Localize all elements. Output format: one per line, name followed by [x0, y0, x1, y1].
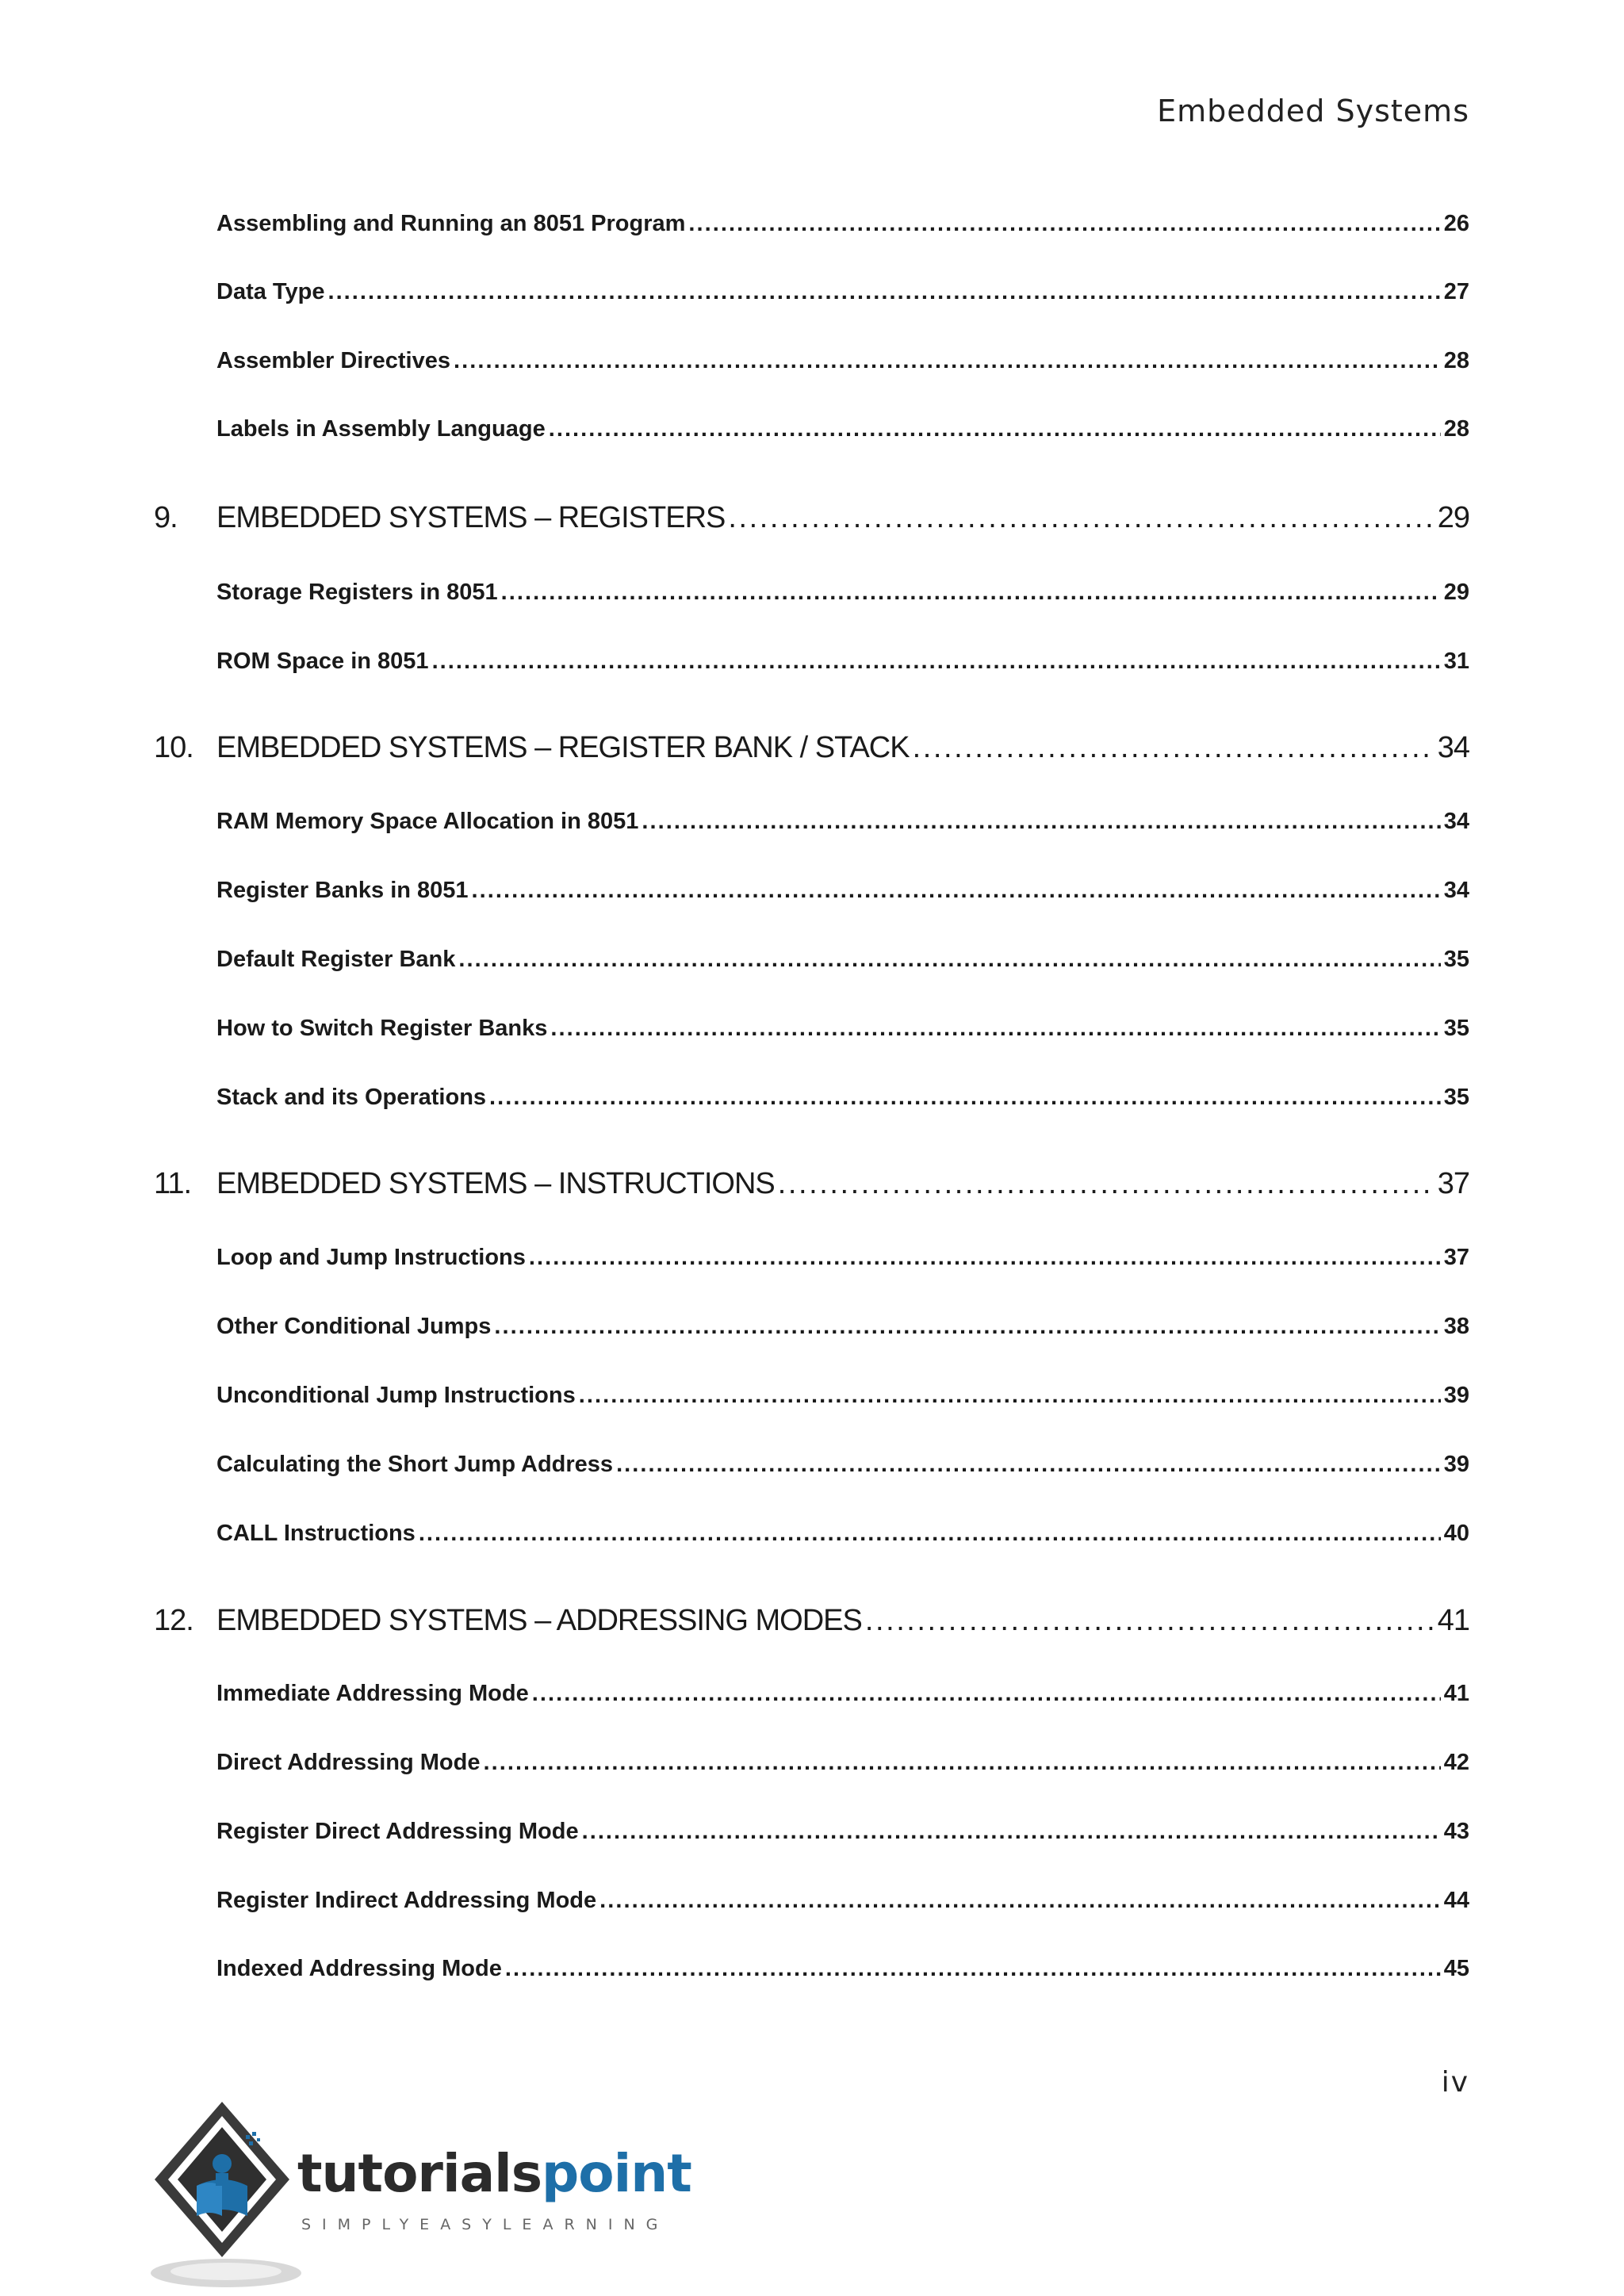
toc-entry-title: Other Conditional Jumps	[216, 1314, 492, 1339]
toc-entry-page: 37	[1443, 1245, 1469, 1270]
toc-entry-page: 35	[1443, 1016, 1469, 1041]
toc-entry[interactable]	[0, 1085, 1624, 1111]
logo-diamond-icon	[151, 2097, 309, 2295]
toc-chapter[interactable]	[0, 501, 1624, 535]
toc-entry-page: 27	[1443, 279, 1469, 304]
chapter-title: EMBEDDED SYSTEMS – INSTRUCTIONS	[216, 1167, 775, 1200]
toc-entry-title: ROM Space in 8051	[216, 649, 429, 674]
toc-entry-title: Calculating the Short Jump Address	[216, 1452, 614, 1477]
toc-entry[interactable]	[0, 211, 1624, 237]
running-header: Embedded Systems	[1157, 94, 1469, 128]
toc-entry[interactable]	[0, 348, 1624, 374]
chapter-page: 37	[1437, 1167, 1469, 1200]
toc-entry-title: RAM Memory Space Allocation in 8051	[216, 809, 639, 834]
toc-entry[interactable]	[0, 649, 1624, 675]
toc-entry-title: Data Type	[216, 279, 325, 304]
toc-entry[interactable]	[0, 580, 1624, 606]
toc-entry-title: Storage Registers in 8051	[216, 580, 498, 605]
chapter-title: EMBEDDED SYSTEMS – REGISTERS	[216, 501, 726, 534]
toc-entry[interactable]	[0, 878, 1624, 904]
chapter-title: EMBEDDED SYSTEMS – REGISTER BANK / STACK	[216, 731, 910, 764]
chapter-page: 41	[1437, 1604, 1469, 1637]
toc-entry-page: 31	[1443, 649, 1469, 674]
dot-leader	[501, 580, 1441, 606]
toc-entry-title: Labels in Assembly Language	[216, 416, 546, 442]
dot-leader	[688, 211, 1440, 237]
toc-entry-title: Assembler Directives	[216, 348, 450, 373]
toc-entry-page: 41	[1443, 1681, 1469, 1706]
chapter-number: 11.	[154, 1167, 192, 1200]
dot-leader	[505, 1956, 1441, 1982]
toc-entry[interactable]	[0, 1681, 1624, 1707]
toc-entry-title: How to Switch Register Banks	[216, 1016, 548, 1041]
dot-leader	[489, 1085, 1441, 1111]
toc-entry[interactable]	[0, 1314, 1624, 1340]
toc-entry-page: 34	[1443, 809, 1469, 834]
toc-entry-page: 39	[1443, 1452, 1469, 1477]
chapter-number: 10.	[154, 731, 193, 764]
page-number: iv	[1441, 2066, 1469, 2099]
tutorialspoint-logo	[151, 2097, 691, 2295]
toc-entry[interactable]	[0, 947, 1624, 973]
dot-leader	[549, 416, 1441, 442]
dot-leader	[454, 348, 1441, 374]
toc-entry[interactable]	[0, 1521, 1624, 1547]
toc-entry[interactable]	[0, 1452, 1624, 1478]
toc-entry-title: Loop and Jump Instructions	[216, 1245, 526, 1270]
dot-leader	[529, 1245, 1441, 1271]
dot-leader	[579, 1383, 1441, 1409]
chapter-page: 29	[1437, 501, 1469, 534]
toc-entry-page: 29	[1443, 580, 1469, 605]
dot-leader	[642, 809, 1440, 835]
dot-leader	[532, 1681, 1441, 1707]
toc-entry-title: Unconditional Jump Instructions	[216, 1383, 576, 1408]
toc-entry[interactable]	[0, 1750, 1624, 1776]
dot-leader	[472, 878, 1441, 904]
chapter-page: 34	[1437, 731, 1469, 764]
dot-leader	[432, 649, 1441, 675]
dot-leader	[913, 731, 1434, 765]
toc-entry-title: Register Indirect Addressing Mode	[216, 1888, 597, 1913]
logo-tagline: SIMPLYEASYLEARNING	[301, 2216, 669, 2233]
logo-wordmark-tutorials: tutorials	[297, 2143, 542, 2204]
toc-entry-page: 44	[1443, 1888, 1469, 1913]
toc-entry[interactable]	[0, 1383, 1624, 1409]
toc-entry-page: 28	[1443, 416, 1469, 442]
toc-entry-page: 45	[1443, 1956, 1469, 1981]
chapter-number: 9.	[154, 501, 178, 534]
dot-leader	[599, 1888, 1441, 1914]
toc-entry-page: 35	[1443, 947, 1469, 972]
toc-entry-page: 40	[1443, 1521, 1469, 1546]
toc-entry[interactable]	[0, 1888, 1624, 1914]
toc-entry-page: 35	[1443, 1085, 1469, 1110]
toc-entry[interactable]	[0, 1819, 1624, 1845]
toc-entry-title: Register Direct Addressing Mode	[216, 1819, 579, 1844]
toc-entry-title: Direct Addressing Mode	[216, 1750, 481, 1775]
dot-leader	[616, 1452, 1441, 1478]
chapter-number: 12.	[154, 1604, 193, 1637]
toc-entry-title: Assembling and Running an 8051 Program	[216, 211, 686, 236]
toc-entry[interactable]	[0, 416, 1624, 442]
toc-entry-title: CALL Instructions	[216, 1521, 416, 1546]
toc-entry[interactable]	[0, 279, 1624, 305]
toc-entry[interactable]	[0, 1956, 1624, 1982]
dot-leader	[778, 1167, 1434, 1201]
toc-entry-page: 26	[1443, 211, 1469, 236]
toc-entry-title: Default Register Bank	[216, 947, 456, 972]
toc-entry-page: 42	[1443, 1750, 1469, 1775]
toc-entry-title: Indexed Addressing Mode	[216, 1956, 502, 1981]
dot-leader	[483, 1750, 1440, 1776]
toc-entry-page: 34	[1443, 878, 1469, 903]
dot-leader	[550, 1016, 1440, 1042]
toc-entry[interactable]	[0, 1245, 1624, 1271]
chapter-title: EMBEDDED SYSTEMS – ADDRESSING MODES	[216, 1604, 862, 1637]
toc-entry-title: Immediate Addressing Mode	[216, 1681, 529, 1706]
dot-leader	[494, 1314, 1440, 1340]
toc-entry-title: Register Banks in 8051	[216, 878, 469, 903]
toc-entry-page: 39	[1443, 1383, 1469, 1408]
logo-wordmark-point: point	[542, 2143, 691, 2204]
dot-leader	[419, 1521, 1441, 1547]
toc-entry[interactable]	[0, 1016, 1624, 1042]
dot-leader	[327, 279, 1440, 305]
toc-entry-page: 43	[1443, 1819, 1469, 1844]
toc-entry[interactable]	[0, 809, 1624, 835]
toc-entry-title: Stack and its Operations	[216, 1085, 487, 1110]
toc-chapter[interactable]	[0, 731, 1624, 765]
toc-chapter[interactable]	[0, 1167, 1624, 1201]
logo-wordmark	[297, 2143, 691, 2204]
dot-leader	[865, 1604, 1434, 1638]
toc-entry-page: 38	[1443, 1314, 1469, 1339]
dot-leader	[458, 947, 1440, 973]
toc-entry-page: 28	[1443, 348, 1469, 373]
dot-leader	[582, 1819, 1441, 1845]
toc-chapter[interactable]	[0, 1604, 1624, 1638]
dot-leader	[728, 501, 1434, 535]
